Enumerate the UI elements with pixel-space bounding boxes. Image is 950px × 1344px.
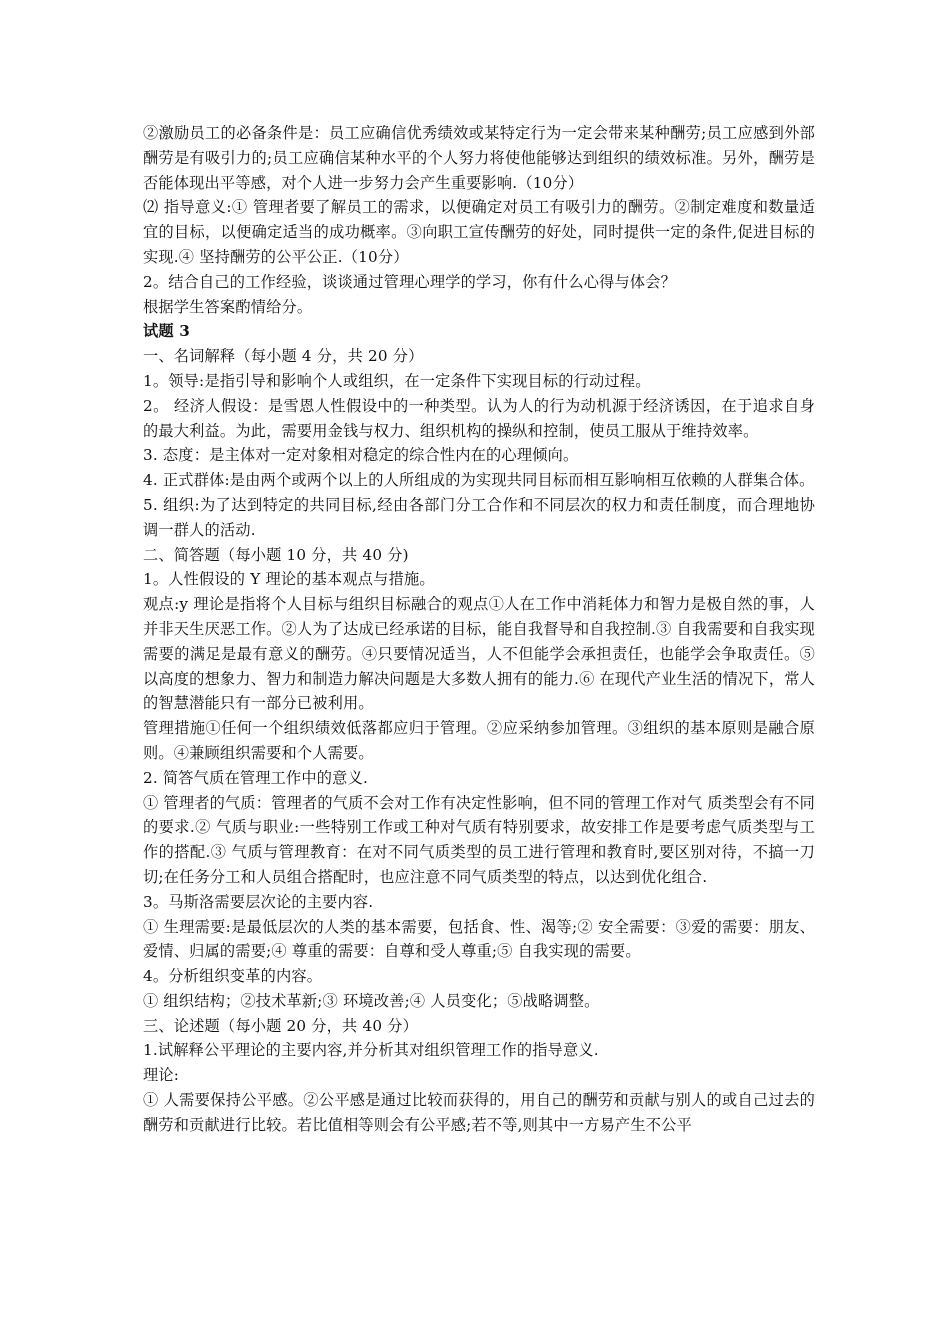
term-organization: 5. 组织:为了达到特定的共同目标,经由各部门分工合作和不同层次的权力和责任制度，而合理地协调一群人的活动. xyxy=(143,495,815,539)
answer-y-theory-measures: 管理措施①任何一个组织绩效低落都应归于管理。②应采纳参加管理。③组织的基本原则是融合原则。④兼顾组织需要和个人需要。 xyxy=(143,719,815,762)
answer-org-change: ① 组织结构；②技术革新;③ 环境改善;④ 人员变化；⑤战略调整。 xyxy=(143,991,600,1010)
term-economic-man: 2。 经济人假设：是雪恩人性假设中的一种类型。认为人的行为动机源于经济诱因，在于追求自身的最大利益。为此，需要用金钱与权力、组织机构的操纵和控制，使员工服从于维持效率。 xyxy=(143,396,815,440)
paragraph-grading-note: 根据学生答案酌情给分。 xyxy=(143,297,313,316)
paragraph-question-2: 2。结合自己的工作经验，谈谈通过管理心理学的学习，你有什么心得与体会？ xyxy=(143,272,677,291)
answer-maslow: ① 生理需要:是最低层次的人类的基本需要，包括食、性、渴等;② 安全需要：③爱的需要：朋友、爱情、归属的需要;④ 尊重的需要：自尊和受人尊重;⑤ 自我实现的需要。 xyxy=(143,917,815,961)
section-heading-essay: 三、论述题（每小题 20 分，共 40 分） xyxy=(143,1016,418,1035)
document-body xyxy=(143,121,815,1138)
paragraph-incentive-conditions: ②激励员工的必备条件是：员工应确信优秀绩效或某特定行为一定会带来某种酬劳;员工应感到外部酬劳是有吸引力的;员工应确信某种水平的个人努力将使他能够达到组织的绩效标准。另外，酬劳是否能体现出平等感，对个人进一步努力会产生重要影响.（10分） xyxy=(143,124,815,192)
exam-section-title: 试题 3 xyxy=(143,322,191,341)
section-heading-short-answer: 二、简答题（每小题 10 分，共 40 分) xyxy=(143,545,409,564)
answer-equity-theory: ① 人需要保持公平感。②公平感是通过比较而获得的，用自己的酬劳和贡献与别人的或自己过去的酬劳和贡献进行比较。若比值相等则会有公平感;若不等,则其中一方易产生不公平 xyxy=(143,1091,815,1134)
section-heading-term-explanation: 一、名词解释（每小题 4 分，共 20 分） xyxy=(143,347,424,366)
question-equity-theory: 1.试解释公平理论的主要内容,并分析其对组织管理工作的指导意义. xyxy=(143,1041,599,1060)
term-attitude: 3. 态度：是主体对一定对象相对稳定的综合性内在的心理倾向。 xyxy=(143,446,579,465)
question-maslow: 3。马斯洛需要层次论的主要内容. xyxy=(143,892,374,911)
answer-theory-label: 理论: xyxy=(143,1066,180,1085)
term-leadership: 1。领导:是指引导和影响个人或组织，在一定条件下实现目标的行动过程。 xyxy=(143,371,651,390)
question-y-theory: 1。人性假设的 Y 理论的基本观点与措施。 xyxy=(143,570,435,589)
paragraph-guidance-significance: ⑵ 指导意义:① 管理者要了解员工的需求，以便确定对员工有吸引力的酬劳。②制定难度和数量适宜的目标，以便确定适当的成功概率。③向职工宣传酬劳的好处，同时提供一定的条件,促进目标的实现.④ 坚持酬劳的公平公正.（10分） xyxy=(143,198,815,266)
answer-temperament: ① 管理者的气质：管理者的气质不会对工作有决定性影响，但不同的管理工作对气 质类型会有不同的要求.② 气质与职业:一些特别工作或工种对气质有特别要求，故安排工作是要考虑气质类型与工作的搭配.③ 气质与管理教育：在对不同气质类型的员工进行管理和教育时,要区别对待，不搞一刀切;在任务分工和人员组合搭配时，也应注意不同气质类型的特点，以达到优化组合. xyxy=(143,793,815,886)
answer-y-theory-views: 观点:y 理论是指将个人目标与组织目标融合的观点①人在工作中消耗体力和智力是极自然的事，人并非天生厌恶工作。②人为了达成已经承诺的目标，能自我督导和自我控制.③ 自我需要和自我实现需要的满足是最有意义的酬劳。④只要情况适当，人不但能学会承担责任，也能学会争取责任。⑤以高度的想象力、智力和制造力解决问题是大多数人拥有的能力.⑥ 在现代产业生活的情况下，常人的智慧潜能只有一部分已被利用。 xyxy=(143,595,815,713)
question-org-change: 4。分析组织变革的内容。 xyxy=(143,967,323,986)
question-temperament: 2. 简答气质在管理工作中的意义. xyxy=(143,768,368,787)
term-formal-group: 4. 正式群体:是由两个或两个以上的人所组成的为实现共同目标而相互影响相互依赖的人群集合体。 xyxy=(143,471,815,490)
